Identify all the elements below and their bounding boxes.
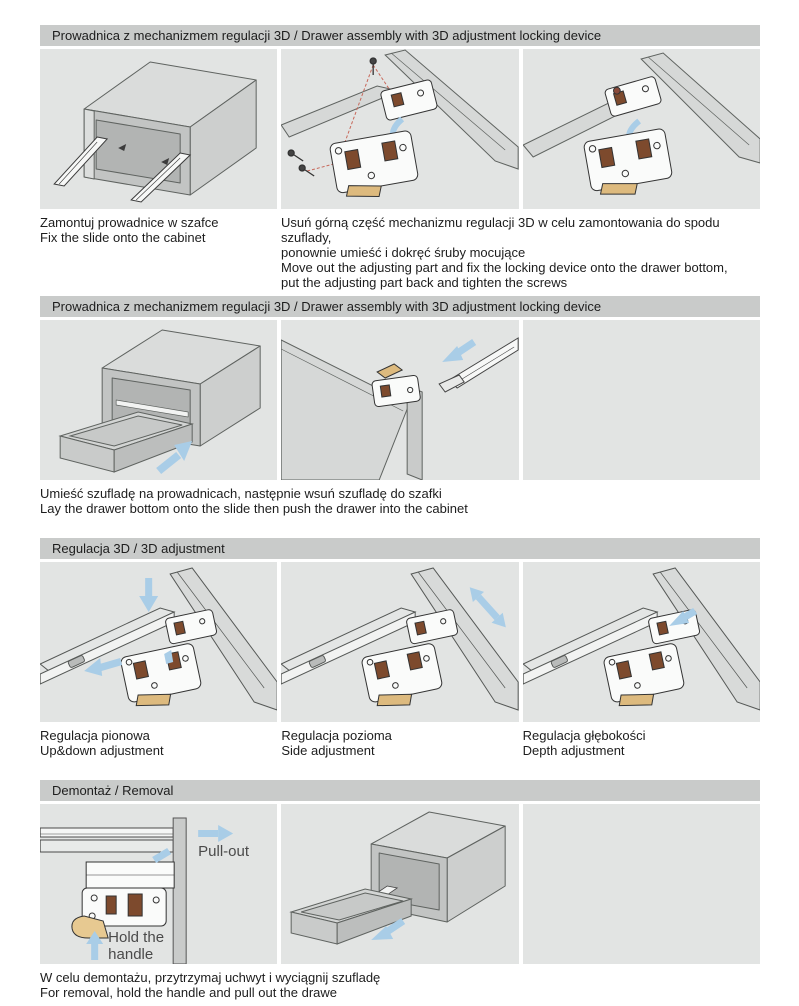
caption-removal: W celu demontażu, przytrzymaj uchwyt i wyciągnij szufladę For removal, hold the handle and pull out the drawe: [40, 970, 381, 1000]
locking-device-side-view: [72, 862, 174, 938]
pull-out-arrow: [198, 825, 233, 842]
illustration-updown-adjustment: [40, 562, 277, 722]
section-header-assembly-1: Prowadnica z mechanizmem regulacji 3D / Drawer assembly with 3D adjustment locking device: [40, 25, 760, 46]
illustration-side-adjustment: [281, 562, 518, 722]
hold-handle-label-line1: Hold the: [108, 929, 165, 946]
illustration-drawer-corner-rail: [281, 320, 518, 480]
section-header-adjustment: Regulacja 3D / 3D adjustment: [40, 538, 760, 559]
hold-handle-label-line2: handle: [108, 946, 154, 963]
drawer-tray: [291, 889, 411, 944]
caption-side: Regulacja pozioma Side adjustment: [281, 728, 392, 758]
section-assembly-2: [40, 296, 760, 516]
release-handle: [377, 364, 402, 378]
panel-fix-slide: [40, 49, 277, 209]
panel-depth-adjustment: [523, 562, 760, 722]
down-arrow: [139, 578, 158, 612]
illustration-insert-drawer: [40, 320, 277, 480]
illustration-tighten-screws: [523, 49, 760, 209]
locking-device-base: [361, 643, 445, 713]
illustration-cabinet-with-slides: [40, 49, 277, 209]
illustration-pull-out-drawer: [281, 804, 518, 964]
locking-device-base: [603, 643, 687, 713]
section-header-assembly-2: Prowadnica z mechanizmem regulacji 3D / Drawer assembly with 3D adjustment locking device: [40, 296, 760, 317]
illustration-locking-device-screws: [281, 49, 518, 209]
caption-lay-drawer: Umieść szufladę na prowadnicach, następnie wsuń szufladę do szafki Lay the drawer bottom onto the slide then push the drawer into the cabinet: [40, 486, 468, 516]
panel-insert-drawer: [40, 320, 277, 480]
panel-lay-drawer: [281, 320, 518, 480]
illustration-removal-handle: [40, 804, 277, 964]
section-removal: [40, 780, 760, 1000]
section-adjustment: [40, 538, 760, 758]
caption-locking-device: Usuń górną część mechanizmu regulacji 3D w celu zamontowania do spodu szuflady, ponownie umieść i dokręć śruby mocujące Move out the adjusting part and fix the locking device onto the drawer bottom, put the adjusting part back and tighten the screws: [281, 215, 728, 290]
cabinet-front-post: [173, 818, 186, 964]
slide-rail: [439, 338, 518, 392]
panel-put-part-back: [523, 49, 760, 209]
panel-row-2: [40, 320, 760, 480]
panel-blank-2: [523, 804, 760, 964]
locking-device-base: [120, 643, 204, 713]
panel-pull-out-drawer: [281, 804, 518, 964]
panel-move-out-adjusting-part: [281, 49, 518, 209]
section-assembly-1: [40, 25, 760, 290]
adjusting-part: [380, 79, 438, 121]
caption-updown: Regulacja pionowa Up&down adjustment: [40, 728, 164, 758]
pull-out-label: Pull-out: [198, 843, 250, 860]
slide-rails-side-view: [40, 828, 173, 852]
locking-device-base: [583, 128, 674, 201]
caption-depth: Regulacja głębokości Depth adjustment: [522, 728, 646, 758]
panel-updown-adjustment: [40, 562, 277, 722]
panel-side-adjustment: [281, 562, 518, 722]
adjusting-part: [604, 76, 662, 117]
panel-row-3: [40, 562, 760, 722]
locking-device-base: [330, 130, 421, 203]
panel-row-1: [40, 49, 760, 209]
caption-fix-slide: Zamontuj prowadnice w szafce Fix the slide onto the cabinet: [40, 215, 219, 245]
locking-device: [372, 364, 421, 407]
instruction-sheet: [40, 25, 760, 1006]
place-arrow: [442, 339, 476, 362]
section-header-removal: Demontaż / Removal: [40, 780, 760, 801]
illustration-depth-adjustment: [523, 562, 760, 722]
drawer-bottom-board: [281, 340, 409, 480]
panel-blank: [523, 320, 760, 480]
panel-removal-detail: [40, 804, 277, 964]
panel-row-4: [40, 804, 760, 964]
